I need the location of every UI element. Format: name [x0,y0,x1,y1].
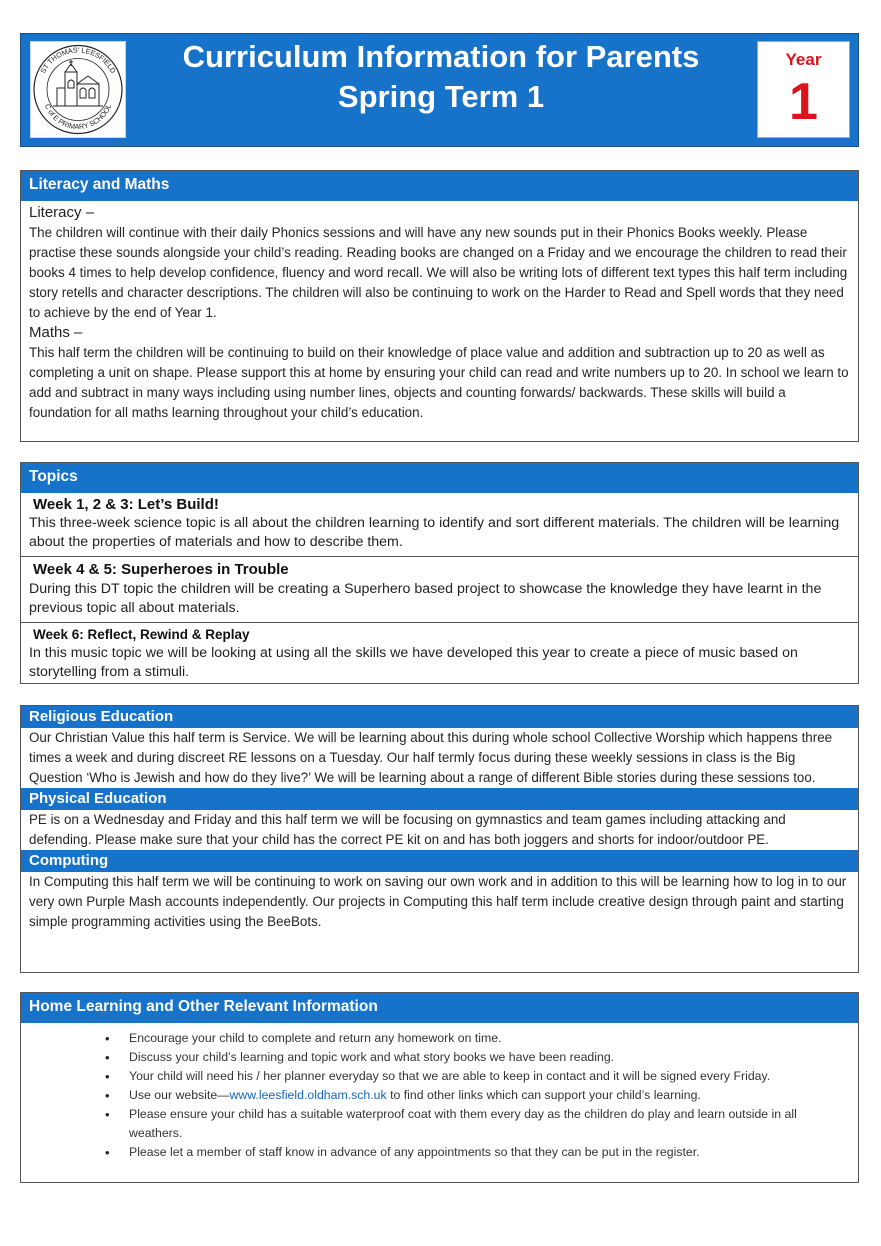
subjects-section [20,705,859,973]
pe-heading: Physical Education [21,788,858,810]
topics-section [20,462,859,684]
topic-item [21,493,858,556]
list-item: • Please ensure your child has a suitable waterproof coat with them every day as the children do play and learn outside in all weathers. [129,1105,858,1143]
year-badge [757,41,850,138]
list-item [129,1086,858,1105]
computing-heading: Computing [21,850,858,872]
topic-item [21,556,858,622]
literacy-maths-heading: Literacy and Maths [21,171,858,201]
topic-text: In this music topic we will be looking at using all the skills we have developed this year to create a piece of music based on storytelling from a stimuli. [29,645,798,680]
topic-title: Week 1, 2 & 3: Let’s Build! [33,496,219,513]
list-item: • Discuss your child’s learning and topic work and what story books we have been reading. [129,1048,858,1067]
school-logo [30,41,126,138]
page-header [20,33,859,147]
topic-text: During this DT topic the children will be creating a Superhero based project to showcase the knowledge they have learnt in the previous topic all about materials. [29,581,822,616]
re-text: Our Christian Value this half term is Service. We will be learning about this during whole school Collective Worship which happens three times a week and during discreet RE lessons on a Tuesday. Our half termly focus during these weekly sessions in class is the Big Question ‘Who is Jewish and how do they live?’ We will be learning about a range of different Bible stories during these sessions too. [29,730,833,785]
computing-text: In Computing this half term we will be continuing to work on saving our own work and in addition to this will be learning how to log in to our very own Purple Mash accounts independently. Our projects in Computing this half term include creative design through paint and starting simple programming activities using the BeeBots. [29,874,847,929]
page-subtitle: Spring Term 1 [337,79,545,114]
home-learning-section [20,992,859,1183]
literacy-title: Literacy – [29,204,95,221]
list-item: • Encourage your child to complete and return any homework on time. [129,1029,858,1048]
svg-text:ST THOMAS' LEESFIELD: ST THOMAS' LEESFIELD [38,45,118,75]
topic-title: Week 6: Reflect, Rewind & Replay [33,627,250,642]
year-number: 1 [789,73,818,131]
topic-item [21,622,858,686]
literacy-maths-section [20,170,859,442]
literacy-text: The children will continue with their daily Phonics sessions and will have any new sounds put in their Phonics Books weekly. Please practise these sounds alongside your child’s reading. Reading books are changed on a Friday and we encourage the children to read their books 4 times to help develop confidence, fluency and word recall. We will also be writing lots of different text types this half term including story retells and character descriptions. The children will also be continuing to work on the Harder to Read and Spell words that they need to achieve by the end of Year 1. [29,225,848,320]
maths-text: This half term the children will be continuing to build on their knowledge of place value and addition and subtraction up to 20 as well as completing a unit on shape. Please support this at home by ensuring your child can read and write numbers up to 20. In school we learn to add and subtract in many ways including using number lines, objects and counting forwards/ backwards. These skills will build a foundation for all maths learning throughout your child’s education. [29,345,849,420]
pe-text: PE is on a Wednesday and Friday and this half term we will be focusing on gymnastics and team games including attacking and defending. Please make sure that your child has the correct PE kit on and has both joggers and shorts for indoor/outdoor PE. [29,812,786,847]
topic-title: Week 4 & 5: Superheroes in Trouble [33,561,289,578]
svg-text:C of E PRIMARY SCHOOL: C of E PRIMARY SCHOOL [42,102,114,132]
topics-heading: Topics [21,463,858,493]
maths-title: Maths – [29,324,83,341]
year-label: Year [785,50,822,69]
re-heading: Religious Education [21,706,858,728]
list-item: • Please let a member of staff know in advance of any appointments so that they can be put in the register. [129,1143,858,1162]
page-title: Curriculum Information for Parents [182,39,700,74]
topic-text: This three-week science topic is all about the children learning to identify and sort different materials. The children will be learning about the properties of materials and how to describe them. [29,515,840,550]
list-item: • Your child will need his / her planner everyday so that we are able to keep in contact and it will be signed every Friday. [129,1067,858,1086]
home-learning-list [21,1023,858,1162]
home-learning-heading: Home Learning and Other Relevant Information [21,993,858,1023]
website-link[interactable]: www.leesfield.oldham.sch.uk [229,1088,387,1102]
website-suffix: to find other links which can support your child’s learning. [386,1088,701,1102]
website-prefix: Use our website— [129,1088,230,1102]
